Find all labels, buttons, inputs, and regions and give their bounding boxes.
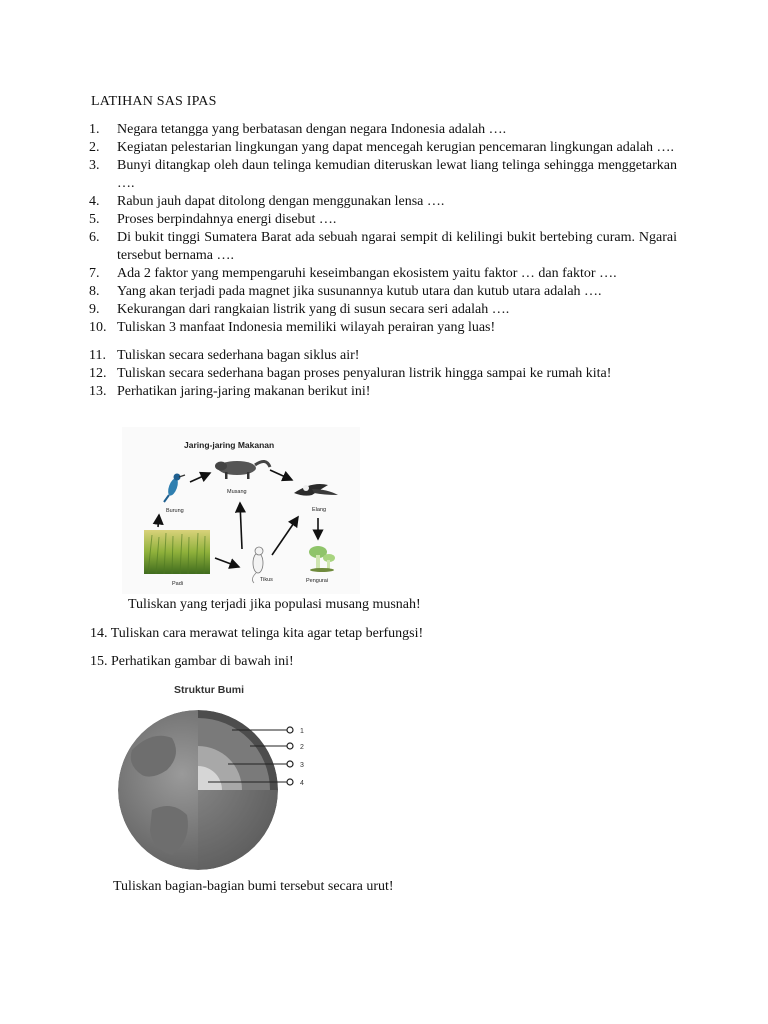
question-text: Tuliskan secara sederhana bagan proses penyaluran listrik hingga sampai ke rumah kita! <box>117 366 612 381</box>
question-item <box>89 301 677 319</box>
question-15: 15. Perhatikan gambar di bawah ini! <box>90 654 294 669</box>
question-number: 4. <box>89 194 100 209</box>
question-text: Bunyi ditangkap oleh daun telinga kemudian diteruskan lewat liang telinga sehingga menggetarkan …. <box>117 158 677 191</box>
question-item <box>89 283 677 301</box>
question-item <box>89 229 677 265</box>
spacer <box>89 337 677 347</box>
question-number: 5. <box>89 212 100 227</box>
label-elang: Elang <box>312 507 327 513</box>
marker-4: 4 <box>300 780 304 787</box>
marker-1: 1 <box>300 728 304 735</box>
question-item <box>89 211 677 229</box>
question-item <box>89 157 677 193</box>
question-number: 9. <box>89 302 100 317</box>
question-number: 7. <box>89 266 100 281</box>
question-text: Proses berpindahnya energi disebut …. <box>117 212 337 227</box>
eagle-icon <box>294 484 338 496</box>
question-item <box>89 193 677 211</box>
arrow-tikus-elang <box>272 517 298 555</box>
arrow-tikus-musang <box>240 503 242 549</box>
question-number: 2. <box>89 140 100 155</box>
question-item <box>89 319 677 337</box>
arrow-musang-elang <box>270 470 292 480</box>
question-number: 6. <box>89 230 100 245</box>
question-item <box>89 139 677 157</box>
question-number: 12. <box>89 366 107 381</box>
question-number: 3. <box>89 158 100 173</box>
question-text: Rabun jauh dapat ditolong dengan menggunakan lensa …. <box>117 194 445 209</box>
food-web-figure <box>122 427 360 594</box>
question-14: 14. Tuliskan cara merawat telinga kita agar tetap berfungsi! <box>90 626 424 641</box>
question-text: Perhatikan jaring-jaring makanan berikut ini! <box>117 384 371 399</box>
document-title: LATIHAN SAS IPAS <box>91 94 217 109</box>
question-list <box>89 121 677 401</box>
question-number: 1. <box>89 122 100 137</box>
question-text: Kegiatan pelestarian lingkungan yang dapat mencegah kerugian pencemaran lingkungan adalah …. <box>117 140 675 155</box>
question-text: Negara tetangga yang berbatasan dengan negara Indonesia adalah …. <box>117 122 507 137</box>
label-burung: Burung <box>166 508 184 514</box>
food-web-title: Jaring-jaring Makanan <box>184 440 275 450</box>
earth-structure-diagram <box>112 680 322 872</box>
marker-3: 3 <box>300 762 304 769</box>
q13-instruction: Tuliskan yang terjadi jika populasi musang musnah! <box>128 597 421 612</box>
arrow-padi-tikus <box>215 558 239 567</box>
earth-title: Struktur Bumi <box>174 684 245 696</box>
arrow-padi-burung <box>158 515 159 527</box>
fungi-icon <box>309 546 335 572</box>
question-text: Tuliskan secara sederhana bagan siklus air! <box>117 348 360 363</box>
rice-field-icon <box>144 530 210 574</box>
question-text: Tuliskan 3 manfaat Indonesia memiliki wilayah perairan yang luas! <box>117 320 496 335</box>
food-web-diagram <box>122 427 360 594</box>
question-text: Kekurangan dari rangkaian listrik yang di susun secara seri adalah …. <box>117 302 510 317</box>
question-text: Di bukit tinggi Sumatera Barat ada sebuah ngarai sempit di kelilingi bukit bertebing curam. Ngarai tersebut bernama …. <box>117 230 677 263</box>
question-text: Yang akan terjadi pada magnet jika susunannya kutub utara dan kutub utara adalah …. <box>117 284 602 299</box>
arrow-burung-musang <box>190 473 210 482</box>
label-padi: Padi <box>172 581 184 587</box>
question-item <box>89 347 677 365</box>
marker-2: 2 <box>300 744 304 751</box>
label-musang: Musang <box>227 489 247 495</box>
question-item <box>89 383 677 401</box>
question-number: 13. <box>89 384 107 399</box>
bird-icon <box>164 474 185 503</box>
question-number: 10. <box>89 320 107 335</box>
civet-icon <box>215 461 270 479</box>
label-tikus: Tikus <box>260 577 273 583</box>
question-item <box>89 121 677 139</box>
earth-globe <box>118 710 288 870</box>
question-item <box>89 365 677 383</box>
question-item <box>89 265 677 283</box>
label-pengurai: Pengurai <box>306 578 329 584</box>
question-number: 11. <box>89 348 106 363</box>
earth-structure-figure <box>112 680 322 872</box>
question-number: 8. <box>89 284 100 299</box>
question-text: Ada 2 faktor yang mempengaruhi keseimbangan ekosistem yaitu faktor … dan faktor …. <box>117 266 617 281</box>
q15-instruction: Tuliskan bagian-bagian bumi tersebut secara urut! <box>113 879 394 894</box>
